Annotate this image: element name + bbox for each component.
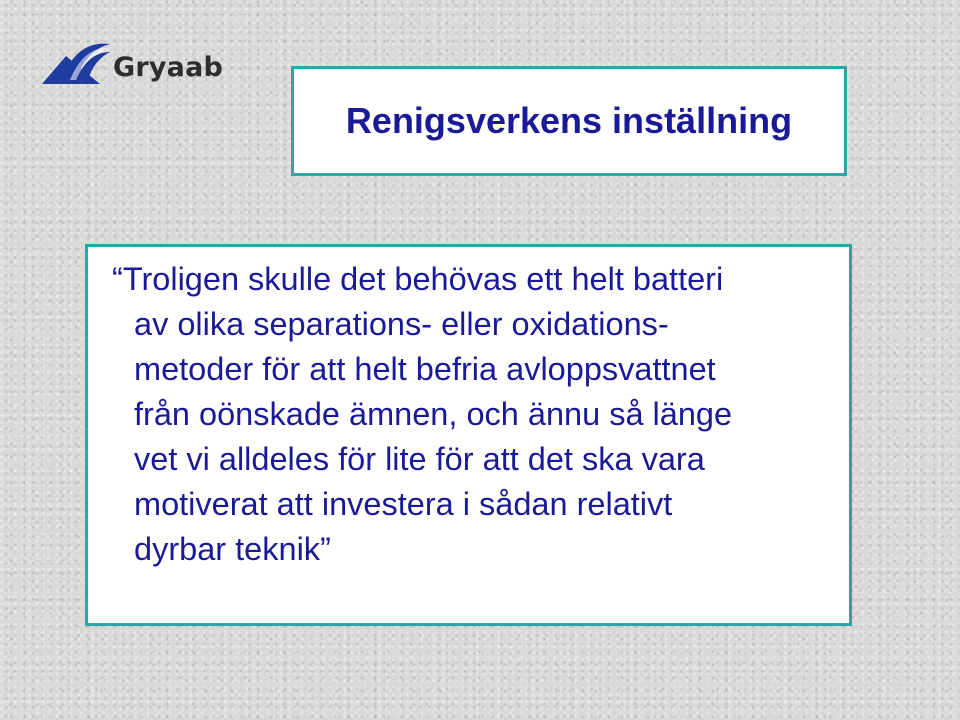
quote-line-2: av olika separations- eller oxidations- bbox=[134, 306, 669, 342]
slide-title: Renigsverkens inställning bbox=[345, 100, 793, 141]
quote-line-3: metoder för att helt befria avloppsvattnet bbox=[134, 351, 716, 387]
logo-brand-name: Gryaab bbox=[113, 52, 224, 83]
quote-line-7: dyrbar teknik” bbox=[134, 531, 331, 567]
quote-text bbox=[112, 257, 827, 572]
quote-line-6: motiverat att investera i sådan relativt bbox=[134, 486, 673, 522]
title-box bbox=[291, 66, 847, 176]
wave-icon bbox=[40, 36, 112, 88]
quote-line-5: vet vi alldeles för lite för att det ska vara bbox=[134, 441, 705, 477]
gryaab-logo bbox=[40, 36, 230, 92]
quote-line-4: från oönskade ämnen, och ännu så länge bbox=[134, 396, 733, 432]
content-box bbox=[85, 244, 852, 626]
quote-line-1: “Troligen skulle det behövas ett helt batteri bbox=[112, 261, 724, 297]
